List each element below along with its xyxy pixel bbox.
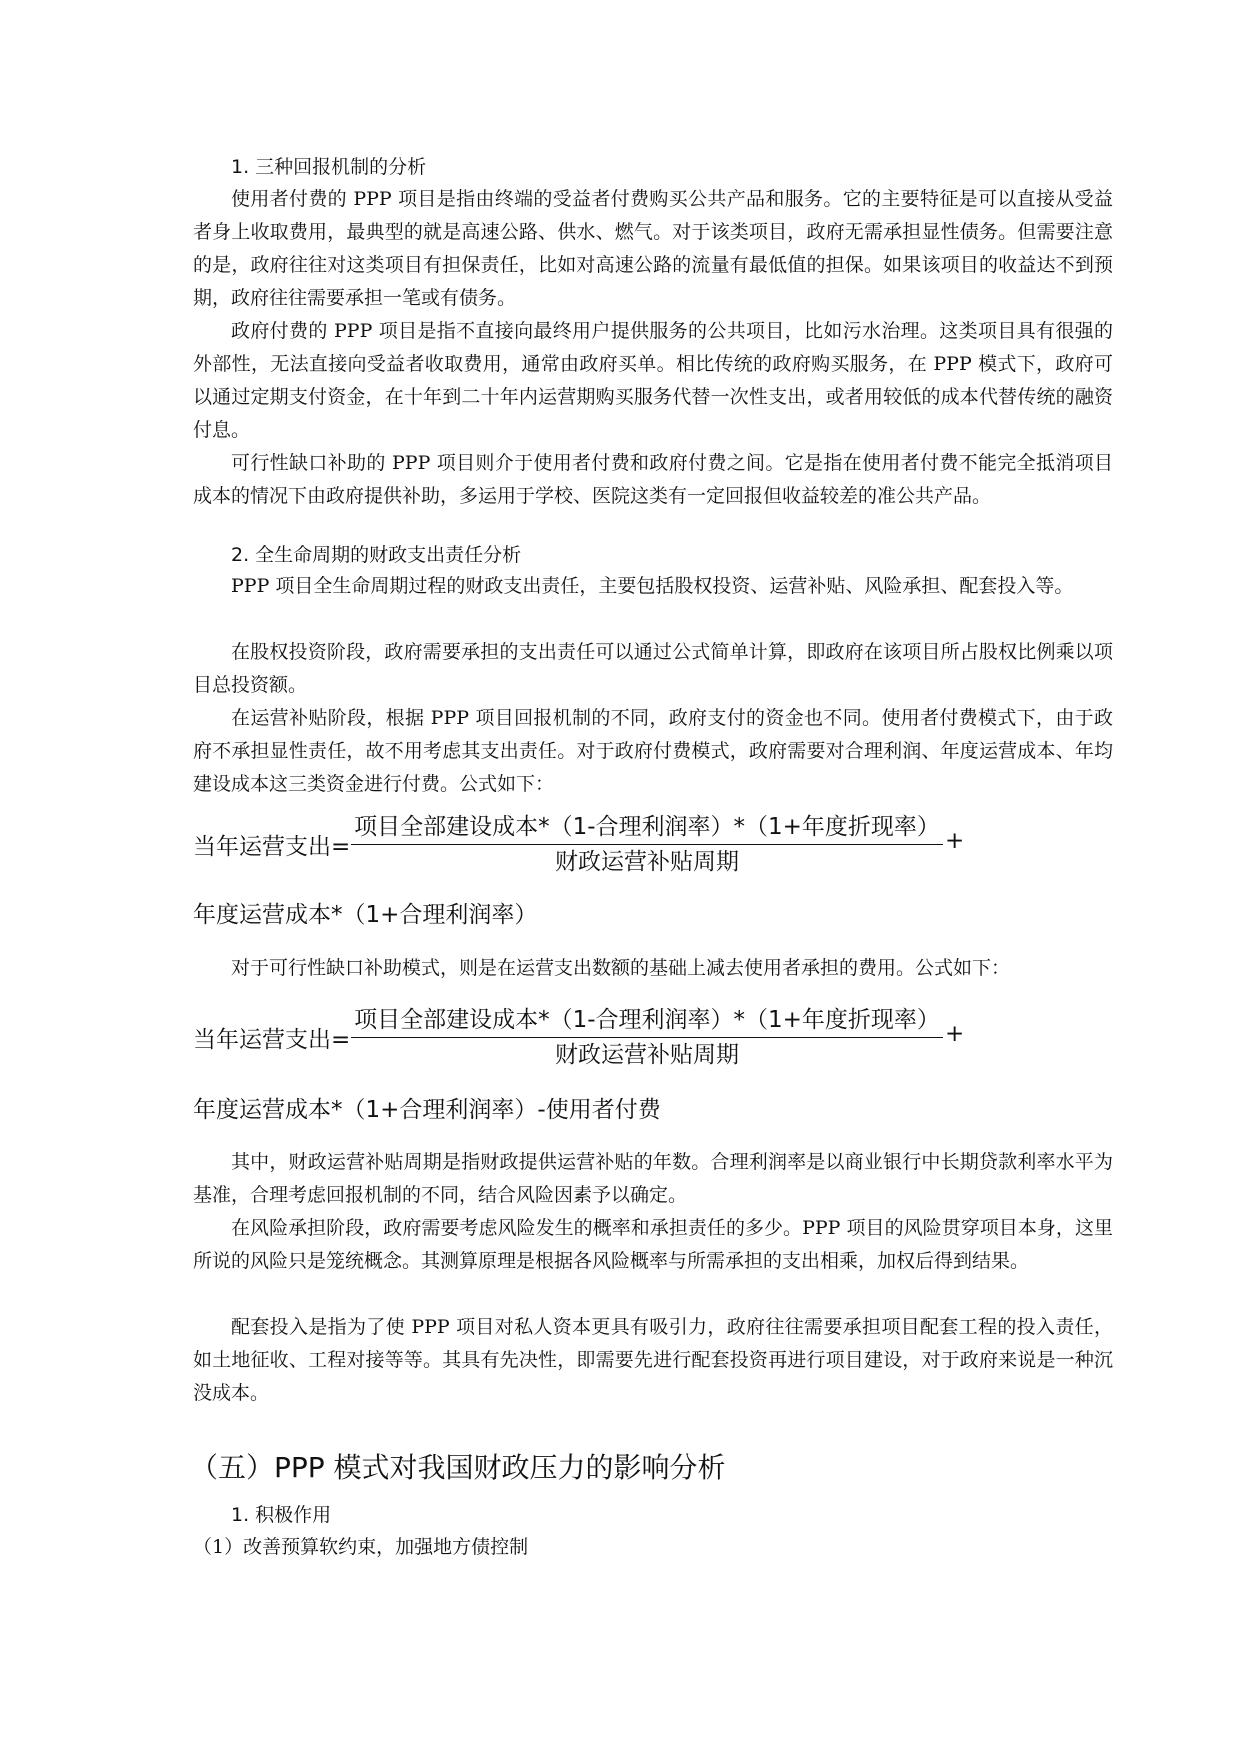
section-heading-positive-effects: 1. 积极作用 bbox=[231, 1504, 332, 1526]
formula-tail: 年度运营成本*（1+合理利润率） bbox=[193, 902, 538, 928]
paragraph-equity-investment: 在股权投资阶段，政府需要承担的支出责任可以通过公式简单计算，即政府在该项目所占股权比例乘以项目总投资额。 bbox=[193, 641, 1113, 696]
section-heading-lifecycle: 2. 全生命周期的财政支出责任分析 bbox=[231, 544, 522, 566]
section-heading-return-mechanisms: 1. 三种回报机制的分析 bbox=[231, 156, 427, 178]
formula-numerator: 项目全部建设成本*（1-合理利润率）*（1+年度折现率） bbox=[354, 814, 940, 840]
paragraph-operating-subsidy: 在运营补贴阶段，根据 PPP 项目回报机制的不同，政府支付的资金也不同。使用者付费模式下，由于政府不承担显性责任，故不用考虑其支出责任。对于政府付费模式，政府需要对合理利润、年度运营成本、年均建设成本这三类资金进行付费。公式如下： bbox=[193, 707, 1113, 795]
paragraph-lifecycle-overview: PPP 项目全生命周期过程的财政支出责任，主要包括股权投资、运营补贴、风险承担、配套投入等。 bbox=[231, 575, 1074, 597]
formula-plus: + bbox=[945, 1021, 965, 1047]
paragraph-viability-gap-formula-intro: 对于可行性缺口补助模式，则是在运营支出数额的基础上减去使用者承担的费用。公式如下： bbox=[231, 957, 1011, 979]
formula-plus: + bbox=[945, 828, 965, 854]
subsection-heading: （1）改善预算软约束，加强地方债控制 bbox=[193, 1536, 529, 1558]
paragraph-user-pays: 使用者付费的 PPP 项目是指由终端的受益者付费购买公共产品和服务。它的主要特征是可以直接从受益者身上收取费用，最典型的就是高速公路、供水、燃气。对于该类项目，政府无需承担显性债务。但需要注意的是，政府往往对这类项目有担保责任，比如对高速公路的流量有最低值的担保。如果该项目的收益达不到预期，政府往往需要承担一笔或有债务。 bbox=[193, 188, 1113, 309]
formula-lhs: 当年运营支出= bbox=[193, 834, 351, 860]
formula-denominator: 财政运营补贴周期 bbox=[555, 1042, 739, 1068]
formula-fraction bbox=[351, 1003, 943, 1072]
paragraph-government-pays: 政府付费的 PPP 项目是指不直接向最终用户提供服务的公共项目，比如污水治理。这类项目具有很强的外部性，无法直接向受益者收取费用，通常由政府买单。相比传统的政府购买服务，在 PPP 模式下，政府可以通过定期支付资金，在十年到二十年内运营期购买服务代替一次性支出，或者用较低的成本代替传统的融资付息。 bbox=[193, 320, 1113, 441]
formula-numerator: 项目全部建设成本*（1-合理利润率）*（1+年度折现率） bbox=[354, 1007, 940, 1033]
paragraph-viability-gap: 可行性缺口补助的 PPP 项目则介于使用者付费和政府付费之间。它是指在使用者付费不能完全抵消项目成本的情况下由政府提供补助，多运用于学校、医院这类有一定回报但收益较差的准公共产品。 bbox=[193, 452, 1113, 507]
formula-tail: 年度运营成本*（1+合理利润率）-使用者付费 bbox=[193, 1097, 661, 1123]
formula-denominator: 财政运营补贴周期 bbox=[555, 849, 739, 875]
formula-viability-gap bbox=[193, 1003, 993, 1073]
formula-government-pays bbox=[193, 810, 993, 880]
formula-lhs: 当年运营支出= bbox=[193, 1027, 351, 1053]
paragraph-risk-bearing: 在风险承担阶段，政府需要考虑风险发生的概率和承担责任的多少。PPP 项目的风险贯穿项目本身，这里所说的风险只是笼统概念。其测算原理是根据各风险概率与所需承担的支出相乘，加权后得到结果。 bbox=[193, 1217, 1113, 1272]
formula-fraction bbox=[351, 810, 943, 879]
paragraph-supporting-investment: 配套投入是指为了使 PPP 项目对私人资本更具有吸引力，政府往往需要承担项目配套工程的投入责任，如土地征收、工程对接等等。其具有先决性，即需要先进行配套投资再进行项目建设，对于政府来说是一种沉没成本。 bbox=[193, 1316, 1113, 1404]
chapter-heading: （五）PPP 模式对我国财政压力的影响分析 bbox=[190, 1451, 726, 1484]
paragraph-definitions: 其中，财政运营补贴周期是指财政提供运营补贴的年数。合理利润率是以商业银行中长期贷款利率水平为基准，合理考虑回报机制的不同，结合风险因素予以确定。 bbox=[193, 1151, 1113, 1206]
